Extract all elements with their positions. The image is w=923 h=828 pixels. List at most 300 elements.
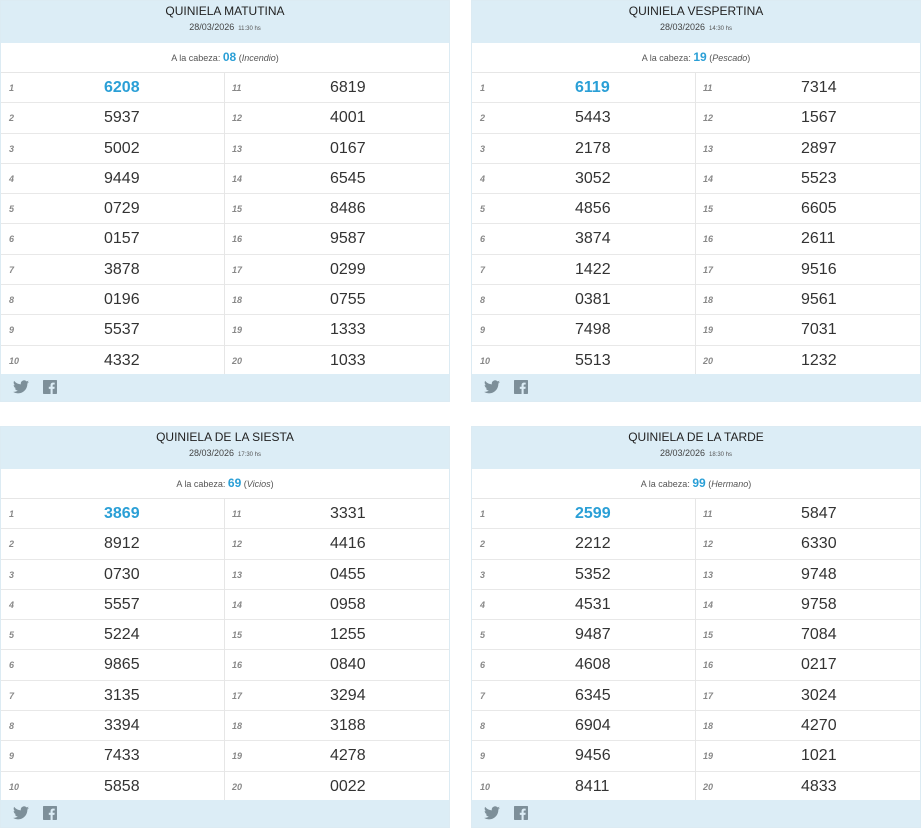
drawn-number: 9561	[801, 291, 837, 309]
position-number: 20	[232, 781, 243, 792]
share-bar	[1, 374, 449, 401]
result-row	[696, 194, 920, 224]
result-row	[1, 73, 224, 103]
result-row	[472, 164, 695, 194]
drawn-number: 0455	[330, 565, 366, 583]
draw-date: 28/03/2026 18:30 hs	[659, 448, 733, 458]
result-row	[225, 134, 449, 164]
panel-header	[472, 427, 920, 469]
winning-number: 6208	[104, 79, 140, 96]
result-row	[472, 103, 695, 133]
drawn-number: 2897	[801, 139, 837, 157]
position-number: 6	[480, 234, 486, 245]
result-row	[1, 560, 224, 590]
drawn-number: 4270	[801, 717, 837, 735]
drawn-number: 3024	[801, 686, 837, 704]
draw-time: 18:30 hs	[709, 452, 733, 458]
position-number: 8	[480, 295, 486, 306]
result-row	[472, 499, 695, 529]
position-number: 11	[703, 83, 713, 93]
drawn-number: 1567	[801, 109, 837, 127]
result-row	[696, 255, 920, 285]
position-number: 16	[232, 660, 243, 671]
result-row	[696, 499, 920, 529]
position-number: 11	[232, 509, 242, 519]
position-number: 16	[703, 234, 714, 245]
position-number: 5	[9, 630, 15, 641]
cabeza-label: A la cabeza:	[176, 479, 228, 489]
result-row	[696, 590, 920, 620]
drawn-number: 7498	[575, 321, 611, 339]
share-bar	[472, 800, 920, 827]
position-number: 9	[480, 751, 486, 762]
cabeza-number: 19	[693, 50, 707, 64]
drawn-number: 6545	[330, 169, 366, 187]
position-number: 16	[703, 660, 714, 671]
position-number: 20	[232, 355, 243, 366]
position-number: 4	[9, 599, 15, 610]
winning-number: 3869	[104, 505, 140, 522]
drawn-number: 7031	[801, 321, 837, 339]
result-row	[1, 650, 224, 680]
result-row	[472, 194, 695, 224]
drawn-number: 3878	[104, 260, 140, 278]
drawn-number: 8411	[575, 777, 610, 795]
result-row	[225, 103, 449, 133]
position-number: 17	[232, 690, 243, 701]
drawn-number: 1232	[801, 351, 837, 369]
position-number: 2	[9, 539, 15, 550]
panel-header	[1, 427, 449, 469]
drawn-number: 4416	[330, 535, 366, 553]
cabeza-meaning: Hermano	[711, 479, 749, 489]
position-number: 18	[703, 295, 714, 306]
result-row	[472, 772, 695, 802]
drawn-number: 7084	[801, 626, 837, 644]
position-number: 8	[9, 295, 15, 306]
quiniela-panel	[0, 0, 450, 402]
drawn-number: 0729	[104, 200, 140, 218]
drawn-number: 1255	[330, 626, 366, 644]
position-number: 6	[480, 660, 486, 671]
position-number: 13	[703, 569, 714, 580]
position-number: 15	[703, 630, 714, 641]
result-row	[472, 224, 695, 254]
drawn-number: 0381	[575, 291, 611, 309]
position-number: 3	[480, 569, 486, 580]
winning-number: 2599	[575, 505, 611, 522]
position-number: 1	[9, 83, 15, 93]
result-row	[472, 590, 695, 620]
result-row	[696, 134, 920, 164]
position-number: 11	[703, 509, 713, 519]
drawn-number: 3331	[330, 505, 366, 522]
drawn-number: 5002	[104, 139, 140, 157]
drawn-number: 5937	[104, 109, 140, 127]
result-row	[472, 315, 695, 345]
position-number: 6	[9, 234, 15, 245]
drawn-number: 7314	[801, 79, 837, 96]
result-row	[225, 741, 449, 771]
results-grid	[1, 73, 449, 376]
result-row	[225, 194, 449, 224]
quiniela-panel	[471, 426, 921, 828]
drawn-number: 5557	[104, 595, 140, 613]
result-row	[225, 224, 449, 254]
result-row	[1, 499, 224, 529]
drawn-number: 6330	[801, 535, 837, 553]
result-row	[225, 711, 449, 741]
drawn-number: 5847	[801, 505, 837, 522]
position-number: 13	[232, 143, 243, 154]
position-number: 5	[480, 204, 486, 215]
result-row	[472, 650, 695, 680]
position-number: 12	[232, 539, 243, 550]
result-row	[472, 346, 695, 376]
result-row	[225, 255, 449, 285]
drawn-number: 4278	[330, 747, 366, 765]
position-number: 1	[480, 509, 486, 519]
twitter-icon[interactable]	[13, 806, 29, 820]
result-row	[1, 346, 224, 376]
result-row	[696, 650, 920, 680]
result-row	[225, 164, 449, 194]
results-column	[696, 73, 920, 376]
draw-time: 11:30 hs	[238, 26, 261, 32]
cabeza-label: A la cabeza:	[640, 479, 693, 489]
result-row	[472, 711, 695, 741]
position-number: 6	[9, 660, 15, 671]
position-number: 10	[480, 781, 491, 792]
result-row	[472, 285, 695, 315]
position-number: 13	[703, 143, 714, 154]
position-number: 7	[9, 690, 15, 701]
drawn-number: 6345	[575, 686, 611, 704]
share-bar	[472, 374, 920, 401]
drawn-number: 1333	[330, 321, 366, 339]
drawn-number: 1033	[330, 351, 366, 369]
position-number: 12	[703, 539, 714, 550]
result-row	[472, 681, 695, 711]
winning-number: 6119	[575, 79, 610, 96]
position-number: 8	[480, 721, 486, 732]
drawn-number: 4531	[575, 595, 611, 613]
results-column	[472, 73, 696, 376]
result-row	[225, 772, 449, 802]
drawn-number: 3874	[575, 230, 611, 248]
result-row	[225, 315, 449, 345]
result-row	[696, 224, 920, 254]
position-number: 15	[232, 630, 243, 641]
drawn-number: 3052	[575, 169, 611, 187]
drawn-number: 0730	[104, 565, 140, 583]
results-column	[696, 499, 920, 802]
position-number: 2	[480, 113, 486, 124]
position-number: 15	[703, 204, 714, 215]
cabeza-number: 08	[222, 50, 237, 64]
drawn-number: 8912	[104, 535, 140, 553]
draw-time: 17:30 hs	[238, 452, 262, 458]
result-row	[696, 73, 920, 103]
result-row	[1, 134, 224, 164]
cabeza-number: 69	[227, 476, 242, 490]
result-row	[1, 620, 224, 650]
drawn-number: 2178	[575, 139, 611, 157]
position-number: 9	[9, 325, 15, 336]
drawn-number: 2212	[575, 535, 611, 553]
drawn-number: 4833	[801, 777, 837, 795]
position-number: 14	[703, 599, 714, 610]
drawn-number: 0958	[330, 595, 366, 613]
results-grid	[1, 499, 449, 802]
position-number: 17	[232, 264, 243, 275]
position-number: 16	[232, 234, 243, 245]
position-number: 7	[480, 690, 486, 701]
result-row	[1, 315, 224, 345]
drawn-number: 8486	[330, 200, 366, 218]
result-row	[225, 73, 449, 103]
cabeza-meaning: Incendio	[241, 53, 276, 63]
result-row	[472, 529, 695, 559]
drawn-number: 4001	[330, 109, 366, 127]
result-row	[696, 741, 920, 771]
position-number: 11	[232, 83, 242, 93]
result-row	[225, 650, 449, 680]
drawn-number: 5224	[104, 626, 140, 644]
position-number: 15	[232, 204, 243, 215]
position-number: 9	[480, 325, 486, 336]
result-row	[696, 315, 920, 345]
cabeza-line: A la cabeza: 19 (Pescado)	[472, 43, 920, 73]
cabeza-line: A la cabeza: 99 (Hermano)	[472, 469, 920, 499]
drawn-number: 0840	[330, 656, 366, 674]
position-number: 18	[232, 295, 243, 306]
cabeza-number: 99	[692, 476, 706, 490]
results-grid	[472, 499, 920, 802]
result-row	[1, 164, 224, 194]
position-number: 17	[703, 264, 714, 275]
position-number: 4	[480, 173, 486, 184]
result-row	[225, 590, 449, 620]
result-row	[225, 560, 449, 590]
result-row	[225, 346, 449, 376]
drawn-number: 0217	[801, 656, 837, 674]
result-row	[696, 164, 920, 194]
result-row	[472, 134, 695, 164]
drawn-number: 9487	[575, 626, 611, 644]
position-number: 7	[9, 264, 15, 275]
position-number: 3	[480, 143, 486, 154]
position-number: 20	[703, 781, 714, 792]
facebook-icon[interactable]	[514, 806, 530, 820]
position-number: 18	[703, 721, 714, 732]
result-row	[1, 741, 224, 771]
twitter-icon[interactable]	[484, 380, 500, 394]
position-number: 3	[9, 569, 15, 580]
drawn-number: 5537	[104, 321, 140, 339]
position-number: 1	[9, 509, 15, 519]
result-row	[696, 560, 920, 590]
position-number: 13	[232, 569, 243, 580]
position-number: 12	[232, 113, 243, 124]
result-row	[225, 529, 449, 559]
draw-time: 14:30 hs	[709, 26, 733, 32]
result-row	[696, 772, 920, 802]
panel-title: QUINIELA DE LA TARDE	[628, 430, 764, 444]
drawn-number: 3188	[330, 717, 366, 735]
result-row	[1, 590, 224, 620]
result-row	[472, 560, 695, 590]
drawn-number: 4332	[104, 351, 140, 369]
position-number: 19	[703, 751, 714, 762]
cabeza-label: A la cabeza:	[171, 53, 223, 63]
position-number: 9	[9, 751, 15, 762]
result-row	[472, 73, 695, 103]
drawn-number: 9758	[801, 595, 837, 613]
result-row	[696, 529, 920, 559]
drawn-number: 9456	[575, 747, 611, 765]
position-number: 18	[232, 721, 243, 732]
position-number: 14	[232, 599, 243, 610]
result-row	[1, 285, 224, 315]
panel-title: QUINIELA VESPERTINA	[628, 4, 764, 18]
drawn-number: 6904	[575, 717, 611, 735]
position-number: 19	[232, 325, 243, 336]
draw-date: 28/03/2026 11:30 hs	[189, 22, 261, 32]
drawn-number: 9449	[104, 169, 140, 187]
result-row	[1, 772, 224, 802]
drawn-number: 5352	[575, 565, 611, 583]
drawn-number: 5513	[575, 351, 611, 369]
result-row	[696, 103, 920, 133]
twitter-icon[interactable]	[13, 380, 29, 394]
results-column	[225, 73, 449, 376]
position-number: 7	[480, 264, 486, 275]
drawn-number: 1021	[801, 747, 837, 765]
results-grid	[472, 73, 920, 376]
result-row	[225, 620, 449, 650]
cabeza-meaning: Pescado	[712, 53, 748, 63]
drawn-number: 9516	[801, 260, 837, 278]
drawn-number: 5858	[104, 777, 140, 795]
twitter-icon[interactable]	[484, 806, 500, 820]
result-row	[1, 529, 224, 559]
result-row	[696, 346, 920, 376]
quiniela-panel	[0, 426, 450, 828]
results-column	[472, 499, 696, 802]
drawn-number: 2611	[801, 230, 836, 248]
drawn-number: 3394	[104, 717, 140, 735]
drawn-number: 0299	[330, 260, 366, 278]
position-number: 5	[480, 630, 486, 641]
drawn-number: 9865	[104, 656, 140, 674]
result-row	[1, 681, 224, 711]
panel-header	[1, 1, 449, 43]
position-number: 10	[9, 781, 20, 792]
result-row	[1, 194, 224, 224]
facebook-icon[interactable]	[43, 806, 59, 820]
drawn-number: 9748	[801, 565, 837, 583]
position-number: 12	[703, 113, 714, 124]
result-row	[1, 103, 224, 133]
position-number: 20	[703, 355, 714, 366]
position-number: 10	[9, 355, 20, 366]
cabeza-line: A la cabeza: 69 (Vicios)	[1, 469, 449, 499]
result-row	[696, 620, 920, 650]
panel-header	[472, 1, 920, 43]
position-number: 8	[9, 721, 15, 732]
position-number: 4	[480, 599, 486, 610]
drawn-number: 3135	[104, 686, 140, 704]
cabeza-line: A la cabeza: 08 (Incendio)	[1, 43, 449, 73]
results-column	[225, 499, 449, 802]
quiniela-panel	[471, 0, 921, 402]
drawn-number: 0196	[104, 291, 140, 309]
cabeza-meaning: Vicios	[246, 479, 271, 489]
drawn-number: 3294	[330, 686, 366, 704]
result-row	[225, 681, 449, 711]
drawn-number: 0157	[104, 230, 140, 248]
results-column	[1, 499, 225, 802]
result-row	[472, 741, 695, 771]
position-number: 19	[232, 751, 243, 762]
position-number: 5	[9, 204, 15, 215]
cabeza-label: A la cabeza:	[641, 53, 694, 63]
result-row	[225, 499, 449, 529]
drawn-number: 5443	[575, 109, 611, 127]
drawn-number: 6605	[801, 200, 837, 218]
result-row	[1, 224, 224, 254]
result-row	[472, 620, 695, 650]
facebook-icon[interactable]	[43, 380, 59, 394]
drawn-number: 7433	[104, 747, 140, 765]
position-number: 3	[9, 143, 15, 154]
drawn-number: 4608	[575, 656, 611, 674]
result-row	[696, 681, 920, 711]
position-number: 14	[703, 173, 714, 184]
drawn-number: 5523	[801, 169, 837, 187]
result-row	[696, 711, 920, 741]
result-row	[472, 255, 695, 285]
drawn-number: 6819	[330, 79, 366, 96]
drawn-number: 0022	[330, 777, 366, 795]
share-bar	[1, 800, 449, 827]
position-number: 2	[9, 113, 15, 124]
position-number: 19	[703, 325, 714, 336]
result-row	[696, 285, 920, 315]
drawn-number: 0755	[330, 291, 366, 309]
drawn-number: 9587	[330, 230, 366, 248]
drawn-number: 0167	[330, 139, 366, 157]
drawn-number: 4856	[575, 200, 611, 218]
results-column	[1, 73, 225, 376]
draw-date: 28/03/2026 14:30 hs	[659, 22, 733, 32]
position-number: 10	[480, 355, 491, 366]
position-number: 2	[480, 539, 486, 550]
position-number: 17	[703, 690, 714, 701]
result-row	[225, 285, 449, 315]
position-number: 1	[480, 83, 486, 93]
draw-date: 28/03/2026 17:30 hs	[188, 448, 262, 458]
drawn-number: 1422	[575, 260, 611, 278]
position-number: 14	[232, 173, 243, 184]
panel-title: QUINIELA MATUTINA	[165, 4, 285, 18]
position-number: 4	[9, 173, 15, 184]
panel-title: QUINIELA DE LA SIESTA	[156, 430, 294, 444]
result-row	[1, 255, 224, 285]
result-row	[1, 711, 224, 741]
facebook-icon[interactable]	[514, 380, 530, 394]
